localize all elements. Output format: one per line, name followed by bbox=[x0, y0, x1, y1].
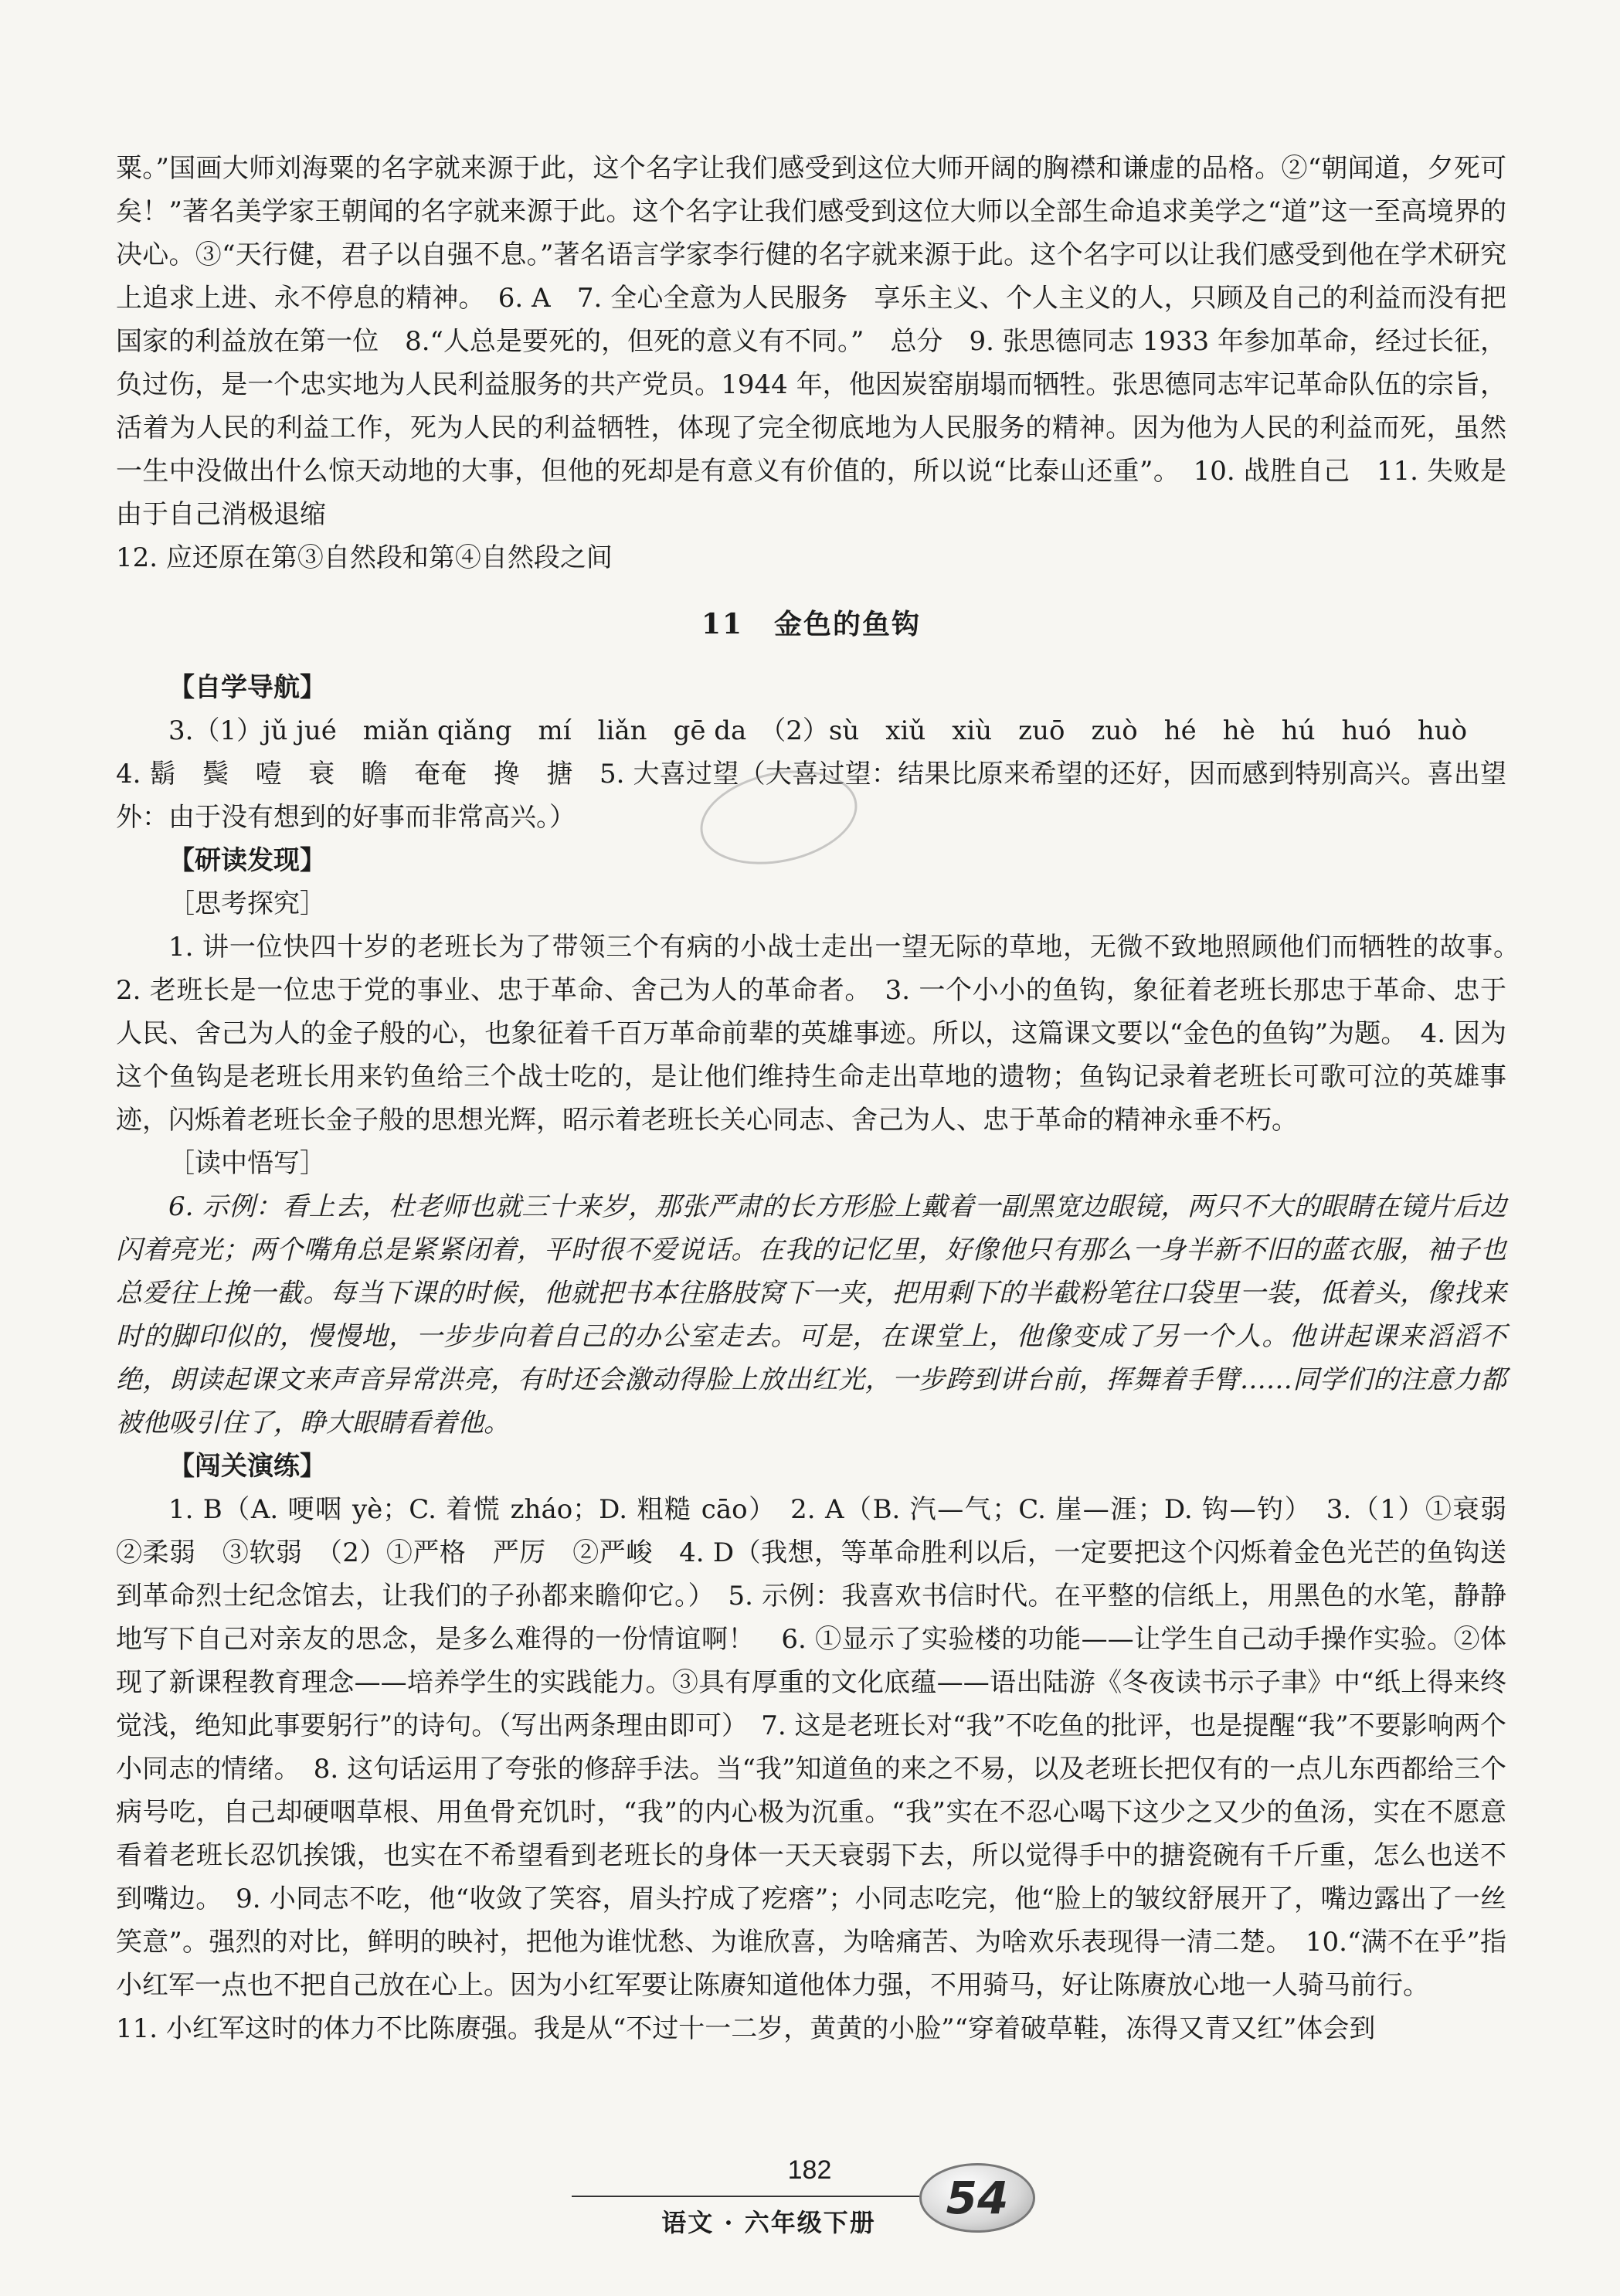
self-study-heading: 【自学导航】 bbox=[168, 672, 326, 703]
think-answers: 1. 讲一位快四十岁的老班长为了带领三个有病的小战士走出一望无际的草地，无微不致地照顾他们而牺牲的故事。 2. 老班长是一位忠于党的事业、忠于革命、舍己为人的革命者。 3. 一个小小的鱼钩，象征着老班长那忠于革命、忠于人民、舍己为人的金子般的心，也象征着千百万革命前辈的英雄事迹。所以，这篇课文要以“金色的鱼钩”为题。 4. 因为这个鱼钩是老班长用来钓鱼给三个战士吃的，是让他们维持生命走出草地的遗物；鱼钩记录着老班长可歌可泣的英雄事迹，闪烁着老班长金子般的思想光辉，昭示着老班长关心同志、舍己为人、忠于革命的精神永垂不朽。 bbox=[116, 932, 1533, 1136]
lesson-name: 金色的鱼钩 bbox=[774, 608, 922, 640]
practice-heading: 【闯关演练】 bbox=[168, 1451, 326, 1482]
answer-page bbox=[116, 147, 1533, 2050]
continuation-last-line: 12. 应还原在第③自然段和第④自然段之间 bbox=[116, 542, 613, 573]
series-badge-icon: 54 bbox=[919, 2163, 1035, 2233]
page-footer bbox=[0, 2155, 1620, 2248]
continuation-paragraph: 粟。”国画大师刘海粟的名字就来源于此，这个名字让我们感受到这位大师开阔的胸襟和谦虚的品格。②“朝闻道，夕死可矣！”著名美学家王朝闻的名字就来源于此。这个名字让我们感受到这位大师以全部生命追求美学之“道”这一至高境界的决心。③“天行健，君子以自强不息。”著名语言学家李行健的名字就来源于此。这个名字可以让我们感受到他在学术研究上追求上进、永不停息的精神。 6. A 7. 全心全意为人民服务 享乐主义、个人主义的人，只顾及自己的利益而没有把国家的利益放在第一位 8.“人总是要死的，但死的意义有不同。” 总分 9. 张思德同志 1933 年参加革命，经过长征，负过伤，是一个忠实地为人民利益服务的共产党员。1944 年，他因炭窑崩塌而牺牲。张思德同志牢记革命队伍的宗旨，活着为人民的利益工作，死为人民的利益牺牲，体现了完全彻底地为人民服务的精神。因为他为人民的利益而死，虽然一生中没做出什么惊天动地的大事，但他的死却是有意义有价值的，所以说“比泰山还重”。 10. 战胜自己 11. 失败是由于自己消极退缩 bbox=[116, 153, 1506, 530]
study-heading: 【研读发现】 bbox=[168, 845, 326, 876]
lesson-number: 11 bbox=[701, 608, 744, 640]
think-heading: ［思考探究］ bbox=[168, 888, 326, 919]
practice-last-line: 11. 小红军这时的体力不比陈赓强。我是从“不过十一二岁，黄黄的小脸”“穿着破草鞋，冻得又青又红”体会到 bbox=[116, 2013, 1376, 2044]
read-answer-example: 6. 示例：看上去，杜老师也就三十来岁，那张严肃的长方形脸上戴着一副黑宽边眼镜，两只不大的眼睛在镜片后边闪着亮光；两个嘴角总是紧紧闭着，平时很不爱说话。在我的记忆里，好像他只有那么一身半新不旧的蓝衣服，袖子也总爱往上挽一截。每当下课的时候，他就把书本往胳肢窝下一夹，把用剩下的半截粉笔往口袋里一装，低着头，像找来时的脚印似的，慢慢地，一步步向着自己的办公室走去。可是，在课堂上，他像变成了另一个人。他讲起课来滔滔不绝，朗读起课文来声音异常洪亮，有时还会激动得脸上放出红光，一步跨到讲台前，挥舞着手臂……同学们的注意力都被他吸引住了，睁大眼睛看着他。 bbox=[116, 1191, 1506, 1438]
character-answers: 4. 鬍 鬓 噎 衰 瞻 奄奄 搀 搪 5. 大喜过望（大喜过望：结果比原来希望的还好，因而感到特别高兴。喜出望外：由于没有想到的好事而非常高兴。） bbox=[116, 759, 1506, 833]
pinyin-answers: 3.（1）jǔ jué miǎn qiǎng mí liǎn gē da （2）sù xiǔ xiù zuō zuò hé hè hú huó huò bbox=[168, 715, 1468, 746]
footer-book-title: 语文 · 六年级下册 bbox=[661, 2208, 876, 2237]
lesson-title bbox=[116, 603, 1506, 646]
page-number: 182 bbox=[787, 2155, 832, 2185]
read-heading: ［读中悟写］ bbox=[168, 1148, 326, 1179]
footer-divider bbox=[572, 2196, 973, 2197]
practice-answers: 1. B（A. 哽咽 yè；C. 着慌 zháo；D. 粗糙 cāo） 2. A（B. 汽—气；C. 崖—涯；D. 钩—钓） 3.（1）①衰弱 ②柔弱 ③软弱 （2）①严格 严厉 ②严峻 4. D（我想，等革命胜利以后，一定要把这个闪烁着金色光芒的鱼钩送到革命烈士纪念馆去，让我们的子孙都来瞻仰它。） 5. 示例：我喜欢书信时代。在平整的信纸上，用黑色的水笔，静静地写下自己对亲友的思念，是多么难得的一份情谊啊！ 6. ①显示了实验楼的功能——让学生自己动手操作实验。②体现了新课程教育理念——培养学生的实践能力。③具有厚重的文化底蕴——语出陆游《冬夜读书示子聿》中“纸上得来终觉浅，绝知此事要躬行”的诗句。（写出两条理由即可） 7. 这是老班长对“我”不吃鱼的批评，也是提醒“我”不要影响两个小同志的情绪。 8. 这句话运用了夸张的修辞手法。当“我”知道鱼的来之不易，以及老班长把仅有的一点儿东西都给三个病号吃，自己却硬咽草根、用鱼骨充饥时，“我”的内心极为沉重。“我”实在不忍心喝下这少之又少的鱼汤，实在不愿意看着老班长忍饥挨饿，也实在不希望看到老班长的身体一天天衰弱下去，所以觉得手中的搪瓷碗有千斤重，怎么也送不到嘴边。 9. 小同志不吃，他“收敛了笑容，眉头拧成了疙瘩”；小同志吃完，他“脸上的皱纹舒展开了，嘴边露出了一丝笑意”。强烈的对比，鲜明的映衬，把他为谁忧愁、为谁欣喜，为啥痛苦、为啥欢乐表现得一清二楚。 10.“满不在乎”指小红军一点也不把自己放在心上。因为小红军要让陈赓知道他体力强，不用骑马，好让陈赓放心地一人骑马前行。 bbox=[116, 1494, 1533, 2001]
